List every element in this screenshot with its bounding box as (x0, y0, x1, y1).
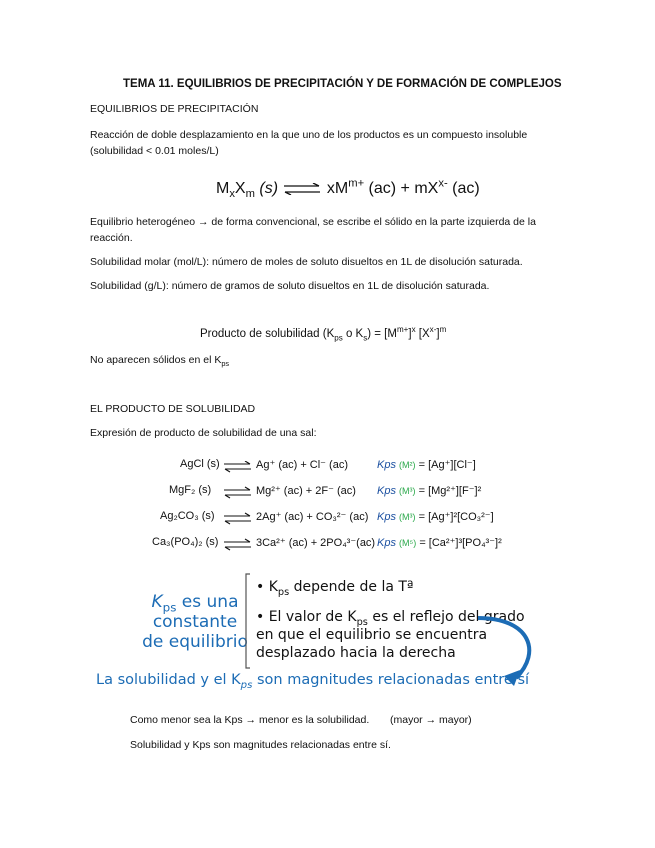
reaction-kps-expression: Kps (M³) = [Ag⁺]²[CO₃²⁻] (377, 511, 494, 523)
reaction-salt: AgCl (s) (180, 458, 220, 470)
page-title: TEMA 11. EQUILIBRIOS DE PRECIPITACIÓN Y DE FORMACIÓN DE COMPLEJOS (123, 78, 562, 90)
reaction-kps-expression: Kps (M³) = [Mg²⁺][F⁻]² (377, 485, 482, 497)
note-line: (mayor → mayor) (390, 714, 472, 726)
note-line: Como menor sea la Kps → menor es la solubilidad. (130, 714, 370, 726)
paragraph-line: No aparecen sólidos en el $K_{ps}$ (90, 354, 230, 369)
paragraph-line: Equilibrio heterogéneo → de forma convencional, se escribe el sólido en la parte izquierda de la (90, 216, 536, 228)
reaction-products: Mg²⁺ (ac) + 2F⁻ (ac) (256, 485, 356, 497)
general-equilibrium-equation: $M_xX_m$ (s) $xM^{m+}$ $(ac) + mX^{x-}$ (ac) (216, 177, 480, 201)
equilibrium-arrow-icon (223, 461, 253, 561)
paragraph-line: Expresión de producto de solubilidad de una sal: (90, 427, 317, 439)
paragraph-line: reacción. (90, 232, 133, 244)
reaction-kps-expression: Kps (M⁵) = [Ca²⁺]³[PO₄³⁻]² (377, 537, 502, 549)
note-line: Solubilidad y Kps son magnitudes relacionadas entre sí. (130, 739, 391, 751)
paragraph-line: Solubilidad molar (mol/L): número de moles de soluto disueltos en 1L de disolución saturada. (90, 256, 523, 268)
equilibrium-arrow-icon (282, 183, 322, 195)
section-heading-precipitacion: EQUILIBRIOS DE PRECIPITACIÓN (90, 103, 259, 115)
reaction-salt: Ca₃(PO₄)₂ (s) (152, 536, 219, 548)
paragraph-line: Reacción de doble desplazamiento en la que uno de los productos es un compuesto insoluble (90, 129, 528, 141)
paragraph-line: Solubilidad (g/L): número de gramos de soluto disueltos en 1L de disolución saturada. (90, 280, 490, 292)
reaction-kps-expression: Kps (M²) = [Ag⁺][Cl⁻] (377, 459, 476, 471)
paragraph-line: (solubilidad < 0.01 moles/L) (90, 145, 219, 157)
kps-definition: Producto de solubilidad ($K_{ps}$ o $K_s) = [M^{m+}]^x$ $[X^{x-}]^m$ (200, 325, 447, 343)
reaction-products: Ag⁺ (ac) + Cl⁻ (ac) (256, 459, 348, 471)
reaction-salt: MgF₂ (s) (169, 484, 212, 496)
section-heading-producto: EL PRODUCTO DE SOLUBILIDAD (90, 403, 256, 415)
bracket-line-icon (236, 572, 256, 672)
reaction-products: 3Ca²⁺ (ac) + 2PO₄³⁻(ac) (256, 537, 376, 549)
solubility-kps-relation-banner: La solubilidad y el $K_{ps}$ son magnitudes relacionadas entre sí (96, 672, 530, 691)
kps-constant-label: $K_{ps}$ es una constante de equilibrio (142, 592, 248, 652)
reaction-salt: Ag₂CO₃ (s) (160, 510, 215, 522)
kps-bullets: • $K_{ps}$ depende de la Tª • El valor de $K_{ps}$ es el reflejo del grado en que el equilibrio se encuentra desplazado hacia la derecha (256, 579, 525, 661)
reaction-products: 2Ag⁺ (ac) + CO₃²⁻ (ac) (256, 511, 369, 523)
